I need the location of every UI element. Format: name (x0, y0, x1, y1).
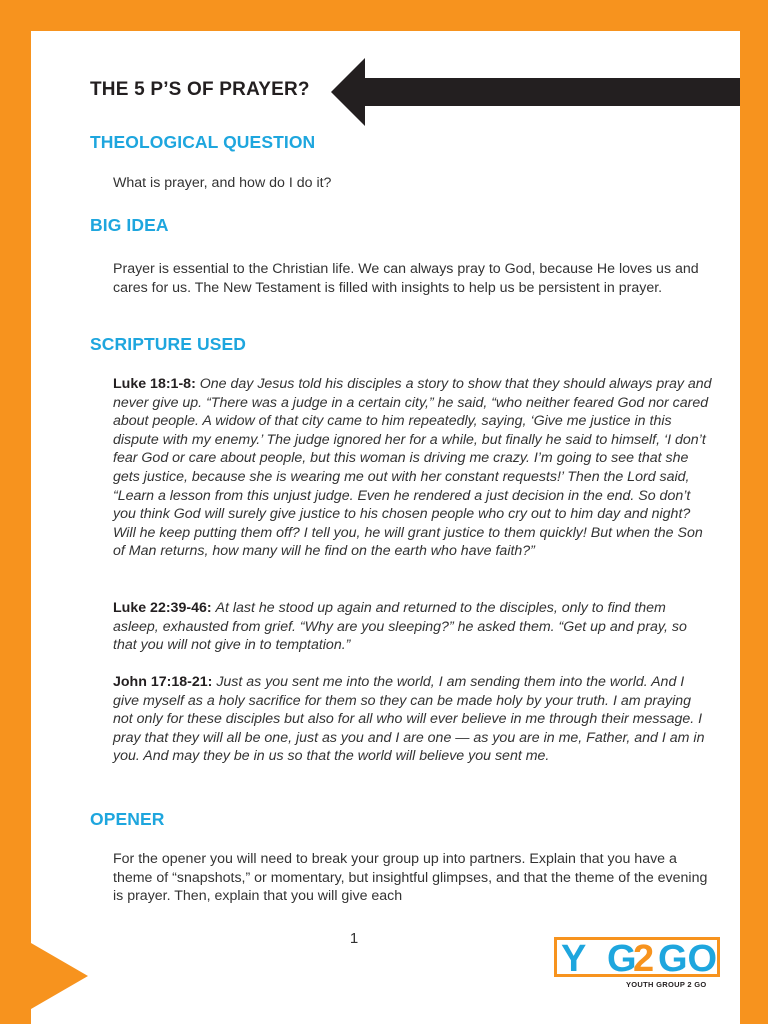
heading-opener: OPENER (90, 809, 165, 829)
scripture-verse-text: Just as you sent me into the world, I am sending them into the world. And I give myself as a holy sacrifice for them so they can be made holy by your truth. I am praying not only for these disciples but also for all who will ever believe in me through their message. I pray that they will all be one, just as you and I are one — as you are in me, Father, and I am in you. And may they be in us so that the world will believe you sent me. (113, 674, 705, 765)
scripture-passage (113, 599, 713, 655)
page-number: 1 (349, 930, 359, 947)
scripture-reference: Luke 22:39-46: (113, 600, 212, 616)
logo-frame (554, 937, 720, 980)
theological-question-text: What is prayer, and how do I do it? (113, 175, 332, 191)
big-idea-text: Prayer is essential to the Christian life. We can always pray to God, because He loves us and cares for us. The New Testament is filled with insights to help us be persistent in prayer. (113, 261, 699, 296)
scripture-verse-text: At last he stood up again and returned to the disciples, only to find them asleep, exhausted from grief. “Why are you sleeping?” he asked them. “Get up and pray, so that you will not give in to temptation.” (113, 600, 687, 654)
logo-tagline: YOUTH GROUP 2 GO (626, 980, 707, 989)
scripture-passage (113, 673, 713, 766)
logo-letter-g: G (607, 938, 637, 980)
left-arrow-icon (331, 58, 740, 126)
logo-number-2: 2 (633, 938, 655, 980)
heading-theological-question: THEOLOGICAL QUESTION (90, 132, 316, 152)
scripture-reference: John 17:18-21: (113, 674, 213, 690)
document-title: THE 5 P’S OF PRAYER? (90, 79, 310, 100)
heading-big-idea: BIG IDEA (90, 215, 169, 235)
right-arrow-icon (0, 930, 88, 1024)
document-page (31, 31, 740, 1024)
scripture-reference: Luke 18:1-8: (113, 376, 196, 392)
scripture-passage (113, 375, 713, 561)
logo-letter-y: Y (561, 938, 587, 980)
scripture-verse-text: One day Jesus told his disciples a story to show that they should always pray and never give up. “There was a judge in a certain city,” he said, “who neither feared God nor cared about people. A widow of that city came to him repeatedly, saying, ‘Give me justice in this dispute with my enemy.’ The judge ignored her for a while, but finally he said to himself, ‘I don’t fear God or care about people, but this woman is driving me crazy. I’m going to see that she gets justice, because she is wearing me out with her constant requests!’ Then the Lord said, “Learn a lesson from this unjust judge. Even he rendered a just decision in the end. So don’t you think God will surely give justice to his chosen people who cry out to him day and night? Will he keep putting them off? I tell you, he will grant justice to them quickly! But when the Son of Man returns, how many will he find on the earth who have faith?” (113, 376, 712, 560)
heading-scripture-used: SCRIPTURE USED (90, 334, 247, 354)
opener-text: For the opener you will need to break your group up into partners. Explain that you have a theme of “snapshots,” or momentary, but insightful glimpses, and that the theme of the evening is prayer. Then, explain that you will give each (113, 851, 708, 905)
logo-word-go: GO (658, 938, 718, 980)
yg2go-logo (554, 937, 724, 993)
